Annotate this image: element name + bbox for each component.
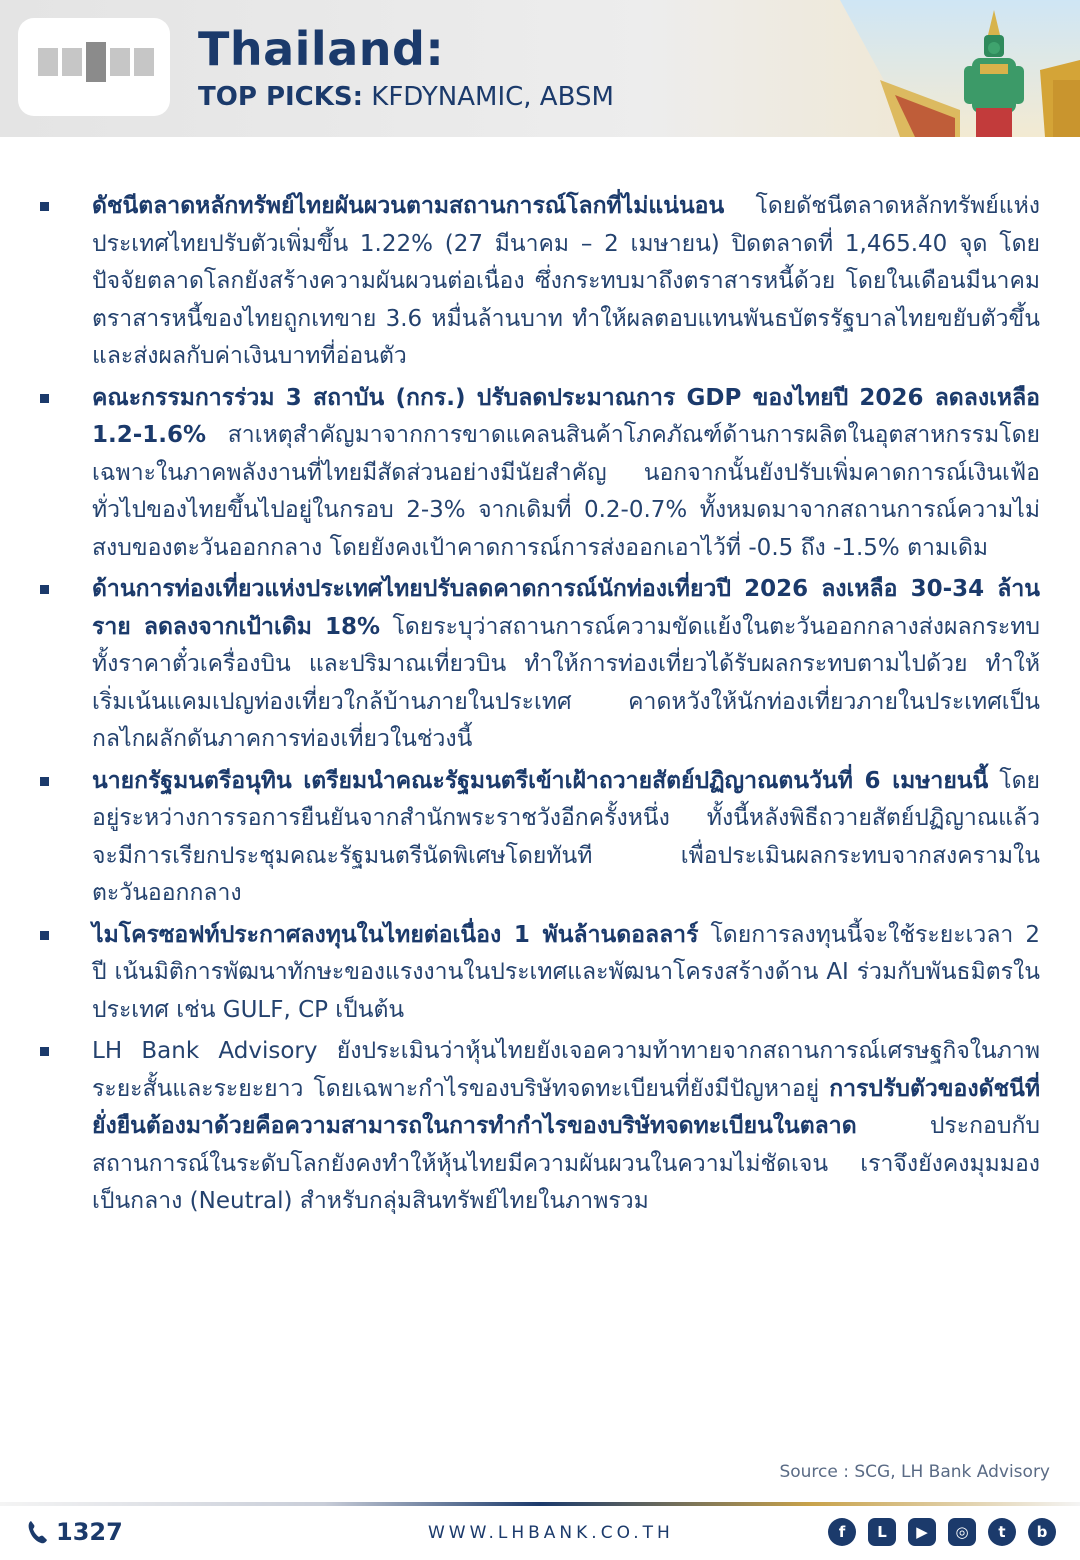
page-title: Thailand: xyxy=(198,22,445,76)
blockdit-icon[interactable]: b xyxy=(1028,1518,1056,1546)
bullet-marker xyxy=(40,1047,49,1056)
bullet-body: โดยระบุว่าสถานการณ์ความขัดแย้งในตะวันออกกลางส่งผลกระทบทั้งราคาตั๋วเครื่องบิน และปริมาณเที่ยวบิน ทำให้การท่องเที่ยวได้รับผลกระทบตามไปด้วย ทำให้เริ่มเน้นแคมเปญท่องเที่ยวใกล้บ้านภายในประเทศ คาดหวังให้นักท่องเที่ยวภายในประเทศเป็นกลไกผลักดันภาคการท่องเที่ยวในช่วงนี้ xyxy=(92,613,1040,752)
bullet-marker xyxy=(40,585,49,594)
bullet-body: สาเหตุสำคัญมาจากการขาดแคลนสินค้าโภคภัณฑ์ด้านการผลิตในอุตสาหกรรมโดยเฉพาะในภาคพลังงานที่ไทยมีสัดส่วนอย่างมีนัยสำคัญ นอกจากนั้นยังปรับเพิ่มคาดการณ์เงินเฟ้อทั่วไปของไทยขึ้นไปอยู่ในกรอบ 2-3% จากเดิมที่ 0.2-0.7% ทั้งหมดมาจากสถานการณ์ความไม่สงบของตะวันออกกลาง โดยยังคงเป้าคาดการณ์การส่งออกเอาไว้ที่ -0.5 ถึง -1.5% ตามเดิม xyxy=(92,422,1040,561)
bullet-body: ประกอบกับสถานการณ์ในระดับโลกยังคงทำให้หุ้นไทยมีความผันผวนในความไม่ชัดเจน เราจึงยังคงมุมมองเป็นกลาง (Neutral) สำหรับกลุ่มสินทรัพย์ไทยในภาพรวม xyxy=(92,1113,1040,1214)
bullet-marker xyxy=(40,394,49,403)
phone-contact[interactable] xyxy=(26,1518,123,1546)
bullet-headline: ด้านการท่องเที่ยวแห่งประเทศไทยปรับลดคาดการณ์นักท่องเที่ยวปี 2026 ลงเหลือ 30-34 ล้านราย ลดลงจากเป้าเดิม 18% xyxy=(92,576,1040,640)
bullet-intro: LH Bank Advisory ยังประเมินว่าหุ้นไทยยังเจอความท้าทายจากสถานการณ์เศรษฐกิจในภาพระยะสั้นและระยะยาว โดยเฉพาะกำไรของบริษัทจดทะเบียนที่ยังมีปัญหาอยู่ xyxy=(92,1038,1040,1102)
bullet-microsoft xyxy=(40,917,1040,1030)
bullet-body: โดยการลงทุนนี้จะใช้ระยะเวลา 2 ปี เน้นมิติการพัฒนาทักษะของแรงงานในประเทศและพัฒนาโครงสร้างด้าน AI ร่วมกับพันธมิตรในประเทศ เช่น GULF, CP เป็นต้น xyxy=(92,921,1040,1023)
bullet-cabinet xyxy=(40,763,1040,913)
instagram-icon[interactable]: ◎ xyxy=(948,1518,976,1546)
bullet-gdp-forecast xyxy=(40,380,1040,568)
twitter-icon[interactable]: t xyxy=(988,1518,1016,1546)
news-bullet-list xyxy=(40,188,1040,1225)
source-note: Source : SCG, LH Bank Advisory xyxy=(779,1462,1050,1482)
facebook-icon[interactable]: f xyxy=(828,1518,856,1546)
bullet-headline: การปรับตัวของดัชนีที่ยั่งยืนต้องมาด้วยคือความสามารถในการทำกำไรของบริษัทจดทะเบียนในตลาด xyxy=(92,1075,1040,1139)
footer xyxy=(0,1506,1080,1560)
logo-bars-icon xyxy=(38,42,156,82)
bullet-headline: ไมโครซอฟท์ประกาศลงทุนในไทยต่อเนื่อง 1 พันล้านดอลลาร์ xyxy=(92,921,699,948)
website-link[interactable]: WWW.LHBANK.CO.TH xyxy=(428,1523,674,1543)
line-icon[interactable]: L xyxy=(868,1518,896,1546)
bullet-marker xyxy=(40,777,49,786)
bullet-marker xyxy=(40,931,49,940)
subtitle-picks: KFDYNAMIC, ABSM xyxy=(363,82,614,112)
bullet-advisory-view xyxy=(40,1033,1040,1221)
subtitle-label: TOP PICKS: xyxy=(198,82,364,112)
bullet-headline: ดัชนีตลาดหลักทรัพย์ไทยผันผวนตามสถานการณ์โลกที่ไม่แน่นอน xyxy=(92,193,725,219)
phone-number: 1327 xyxy=(56,1518,123,1546)
bullet-headline: คณะกรรมการร่วม 3 สถาบัน (กกร.) ปรับลดประมาณการ GDP ของไทยปี 2026 ลดลงเหลือ 1.2-1.6% xyxy=(92,384,1040,448)
bullet-body: โดยอยู่ระหว่างการรอการยืนยันจากสำนักพระราชวังอีกครั้งหนึ่ง ทั้งนี้หลังพิธีถวายสัตย์ปฏิญาณแล้ว จะมีการเรียกประชุมคณะรัฐมนตรีนัดพิเศษโดยทันที เพื่อประเมินผลกระทบจากสงครามในตะวันออกกลาง xyxy=(92,767,1040,906)
header-banner xyxy=(0,0,1080,137)
page-subtitle xyxy=(198,82,614,112)
social-icons xyxy=(828,1518,1056,1546)
bullet-tourism xyxy=(40,571,1040,759)
bullet-set-index xyxy=(40,188,1040,376)
temple-guardian-image xyxy=(840,0,1080,137)
youtube-icon[interactable]: ▶ xyxy=(908,1518,936,1546)
bullet-body: โดยดัชนีตลาดหลักทรัพย์แห่งประเทศไทยปรับตัวเพิ่มขึ้น 1.22% (27 มีนาคม – 2 เมษายน) ปิดตลาดที่ 1,465.40 จุด โดยปัจจัยตลาดโลกยังสร้างความผันผวนต่อเนื่อง ซึ่งกระทบมาถึงตราสารหนี้ด้วย โดยในเดือนมีนาคม ตราสารหนี้ของไทยถูกเทขาย 3.6 หมื่นล้านบาท ทำให้ผลตอบแทนพันธบัตรรัฐบาลไทยขยับตัวขึ้นและส่งผลกับค่าเงินบาทที่อ่อนตัว xyxy=(92,193,1040,369)
phone-icon xyxy=(26,1519,48,1545)
bullet-marker xyxy=(40,202,49,211)
bullet-headline: นายกรัฐมนตรีอนุทิน เตรียมนำคณะรัฐมนตรีเข้าเฝ้าถวายสัตย์ปฏิญาณตนวันที่ 6 เมษายนนี้ xyxy=(92,767,989,794)
